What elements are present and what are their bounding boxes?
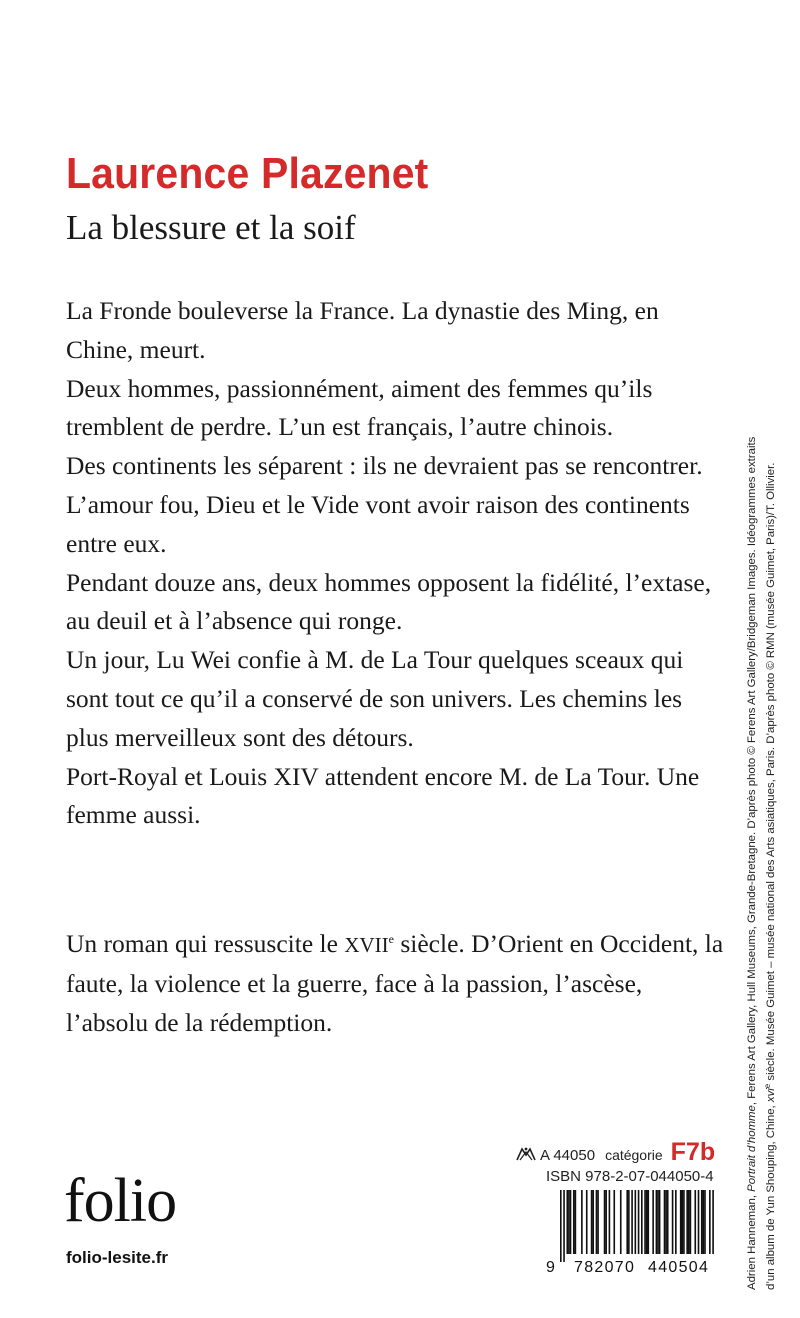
barcode-bar (686, 1190, 688, 1254)
barcode-bar (703, 1190, 705, 1254)
credit-text: siècle. Musée Guimet – musée national des Arts asiatiques, Paris. D’après photo © RMN (musée Guimet, Paris)/T. Ollivier. (765, 462, 777, 1084)
credit-text: , Ferens Art Gallery, Hull Museums, Grande-Bretagne. D’après photo © Ferens Art Gallery/Bridgeman Images. Idéogrammes extraits (746, 436, 758, 1106)
barcode-bar (605, 1190, 607, 1254)
barcode-bar (664, 1190, 666, 1254)
blurb-paragraph: L’amour fou, Dieu et le Vide vont avoir raison des continents entre eux. (66, 489, 690, 558)
barcode-bar (563, 1190, 565, 1262)
barcode-bar (575, 1190, 577, 1254)
barcode-bar (683, 1190, 685, 1254)
barcode-bar (657, 1190, 659, 1254)
barcode-bar (680, 1190, 682, 1254)
catalog-info (516, 1138, 726, 1185)
credit-artwork-title: Portrait d’homme (746, 1105, 758, 1192)
barcode-bar (591, 1190, 593, 1254)
catalog-line (516, 1138, 726, 1168)
barcode-bar (596, 1190, 598, 1254)
isbn: ISBN 978-2-07-044050-4 (546, 1168, 714, 1185)
blurb-paragraph: La Fronde bouleverse la France. La dynastie des Ming, en Chine, meurt. (66, 296, 659, 364)
barcode-bar (620, 1190, 622, 1254)
blurb-paragraph: Des continents les séparent : ils ne devraient pas se rencontrer. (66, 451, 703, 481)
credit-text: Adrien Hanneman, (746, 1191, 758, 1290)
barcode-bar (560, 1190, 562, 1262)
tagline-paragraph (66, 920, 726, 1042)
book-title: La blessure et la soif (66, 208, 356, 247)
blurb-paragraph: Pendant douze ans, deux hommes opposent la fidélité, l’extase, au deuil et à l’absence qui ronge. (66, 567, 712, 636)
credit-century-sup: e (763, 1083, 772, 1089)
barcode-bar (694, 1190, 696, 1254)
barcode-bar (709, 1190, 711, 1262)
category-code: F7b (670, 1138, 716, 1166)
century-numeral: XVII (344, 933, 389, 957)
blurb-paragraph: Un jour, Lu Wei confie à M. de La Tour quelques sceaux qui sont tout ce qu’il a conservé de son univers. Les chemins les plus merveilleux sont des détours. (66, 645, 684, 752)
category-label: catégorie (605, 1147, 663, 1163)
barcode-bar (641, 1190, 643, 1254)
barcode-bar (704, 1190, 706, 1254)
barcode-bar (644, 1190, 646, 1254)
barcode-bar (652, 1190, 654, 1254)
barcode-digit-first: 9 (546, 1259, 555, 1275)
barcode-bar (604, 1190, 606, 1254)
folio-logo: folio (64, 1167, 177, 1235)
publisher-website[interactable]: folio-lesite.fr (66, 1248, 169, 1267)
barcode (546, 1190, 726, 1275)
catalog-code: A 44050 (540, 1147, 596, 1164)
barcode-bars (560, 1190, 714, 1262)
barcode-bar (646, 1190, 648, 1254)
credit-line-1 (745, 330, 760, 1290)
barcode-bar (647, 1190, 649, 1254)
tagline-end: siècle. D’Orient en Occident, la faute, la violence et la guerre, face à la passion, l’ascèse, l’absolu de la rédemption. (66, 929, 724, 1037)
tagline-start: Un roman qui ressuscite le (66, 929, 345, 958)
barcode-bar (672, 1190, 674, 1254)
back-cover-blurb (66, 292, 726, 835)
barcode-bar (592, 1190, 594, 1254)
century-superscript: e (388, 932, 394, 946)
barcode-bar (688, 1190, 690, 1254)
author-name: Laurence Plazenet (66, 149, 429, 198)
barcode-bar (568, 1190, 570, 1254)
barcode-bar (690, 1190, 692, 1254)
barcode-digits-right: 440504 (648, 1259, 710, 1275)
barcode-bar (701, 1190, 703, 1254)
barcode-bar (656, 1190, 658, 1254)
barcode-bar (638, 1190, 640, 1262)
barcode-bar (609, 1190, 611, 1254)
barcode-bar (665, 1190, 667, 1254)
barcode-digits-left: 782070 (574, 1259, 636, 1275)
image-credit (745, 330, 779, 1290)
blurb-paragraph: Port-Royal et Louis XIV attendent encore M. de La Tour. Une femme aussi. (66, 761, 700, 830)
tagline (66, 920, 726, 1042)
barcode-bar (581, 1190, 583, 1254)
barcode-bar (635, 1190, 637, 1262)
credit-line-2 (760, 330, 779, 1290)
credit-century: xvi (765, 1088, 777, 1103)
barcode-bar (698, 1190, 700, 1254)
barcode-bar (586, 1190, 588, 1254)
barcode-bar (626, 1190, 628, 1254)
barcode-bar (631, 1190, 633, 1254)
barcode-bar (675, 1190, 677, 1254)
gallimard-logo-icon (516, 1146, 536, 1162)
barcode-bar (597, 1190, 599, 1254)
barcode-bar (566, 1190, 568, 1254)
barcode-bar (628, 1190, 630, 1254)
blurb-paragraph: Deux hommes, passionnément, aiment des femmes qu’ils tremblent de perdre. L’un est français, l’autre chinois. (66, 373, 653, 442)
barcode-bar (712, 1190, 714, 1262)
barcode-bar (570, 1190, 572, 1254)
barcode-bar (659, 1190, 661, 1254)
credit-text: d’un album de Yun Shouping, Chine, (765, 1102, 777, 1290)
barcode-bar (667, 1190, 669, 1254)
barcode-bar (573, 1190, 575, 1254)
barcode-bar (613, 1190, 615, 1254)
barcode-bar (682, 1190, 684, 1254)
